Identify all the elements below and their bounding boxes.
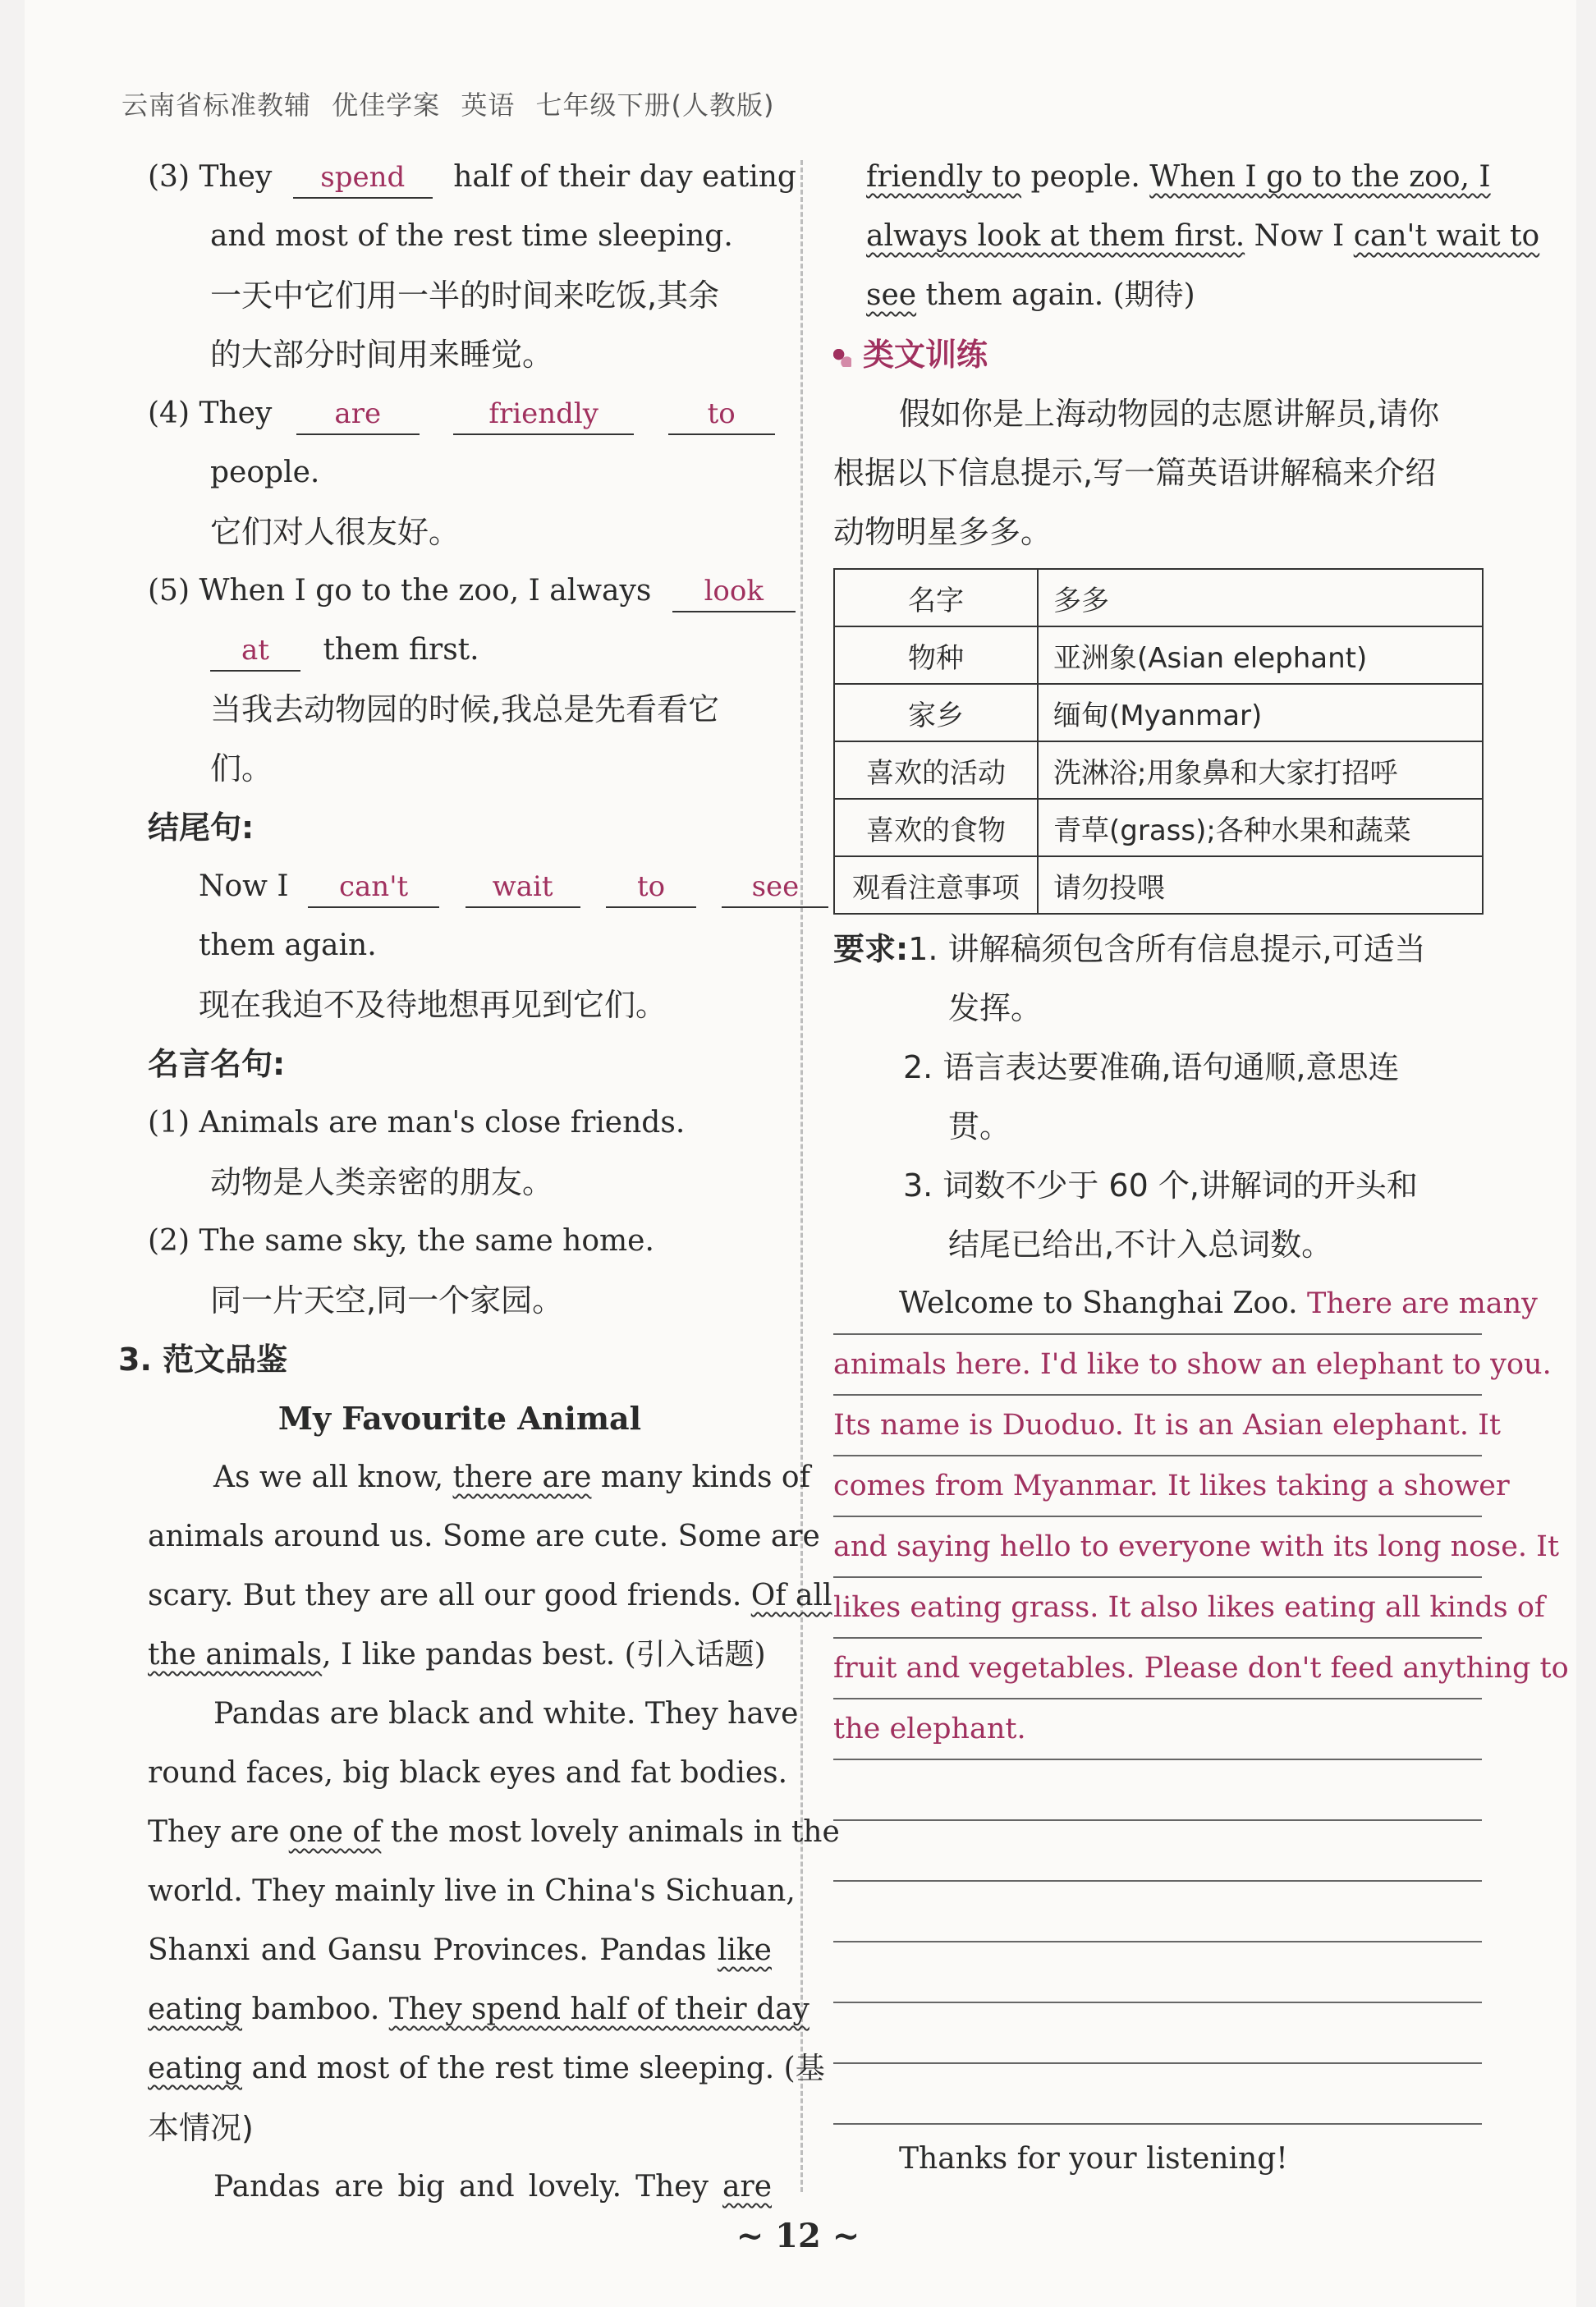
essay-line	[148, 1980, 809, 2039]
item-number: (4)	[148, 397, 190, 430]
essay-text: the most lovely animals in the	[390, 1815, 840, 1849]
essay-phrase: there are	[452, 1461, 592, 1494]
answer-blank: are	[296, 396, 420, 435]
writing-line: animals here. I'd like to show an elephant to you.	[833, 1335, 1482, 1396]
essay-phrase: the animals	[148, 1638, 323, 1672]
essay-line	[148, 1626, 772, 1685]
essay-text: bamboo.	[251, 1993, 380, 2026]
essay-text: They are	[148, 1815, 280, 1849]
writing-line: the elephant.	[833, 1699, 1482, 1760]
requirement-line: 贯。	[948, 1108, 1011, 1144]
essay-phrase: are	[722, 2170, 772, 2204]
item3-line1	[148, 148, 796, 207]
sample-answer-text: There are many	[1306, 1287, 1538, 1320]
essay-line	[148, 1566, 832, 1626]
running-header: 云南省标准教辅 优佳学案 英语 七年级下册(人教版)	[122, 89, 775, 121]
requirement-line: 2. 语言表达要准确,语句通顺,意思连	[903, 1049, 1400, 1085]
answer-blank: to	[668, 396, 775, 435]
item-number: (5)	[148, 574, 190, 608]
requirements-label: 要求:	[833, 931, 909, 967]
essay-text: Shanxi and Gansu Provinces. Pandas	[148, 1933, 707, 1967]
essay-phrase: eating	[148, 2052, 242, 2085]
essay-line	[148, 1448, 810, 1507]
essay-line	[148, 2039, 825, 2098]
page-number: ~ 12 ~	[736, 2217, 860, 2255]
essay-phrase: friendly to	[866, 160, 1022, 194]
writing-line[interactable]	[833, 2003, 1482, 2064]
essay-text: scary. But they are all our good friends.	[148, 1579, 742, 1612]
right-column	[833, 148, 1569, 2189]
model-essay-label: 3. 范文品鉴	[118, 1342, 288, 1378]
quote-en: (1) Animals are man's close friends.	[148, 1106, 686, 1140]
essay-line: 本情况)	[148, 2110, 254, 2146]
table-value: 请勿投喂	[1038, 856, 1483, 914]
table-row	[834, 626, 1483, 684]
essay-text: Pandas are big and lovely. They	[213, 2170, 709, 2204]
writing-line[interactable]	[833, 1942, 1482, 2003]
item-text: When I go to the zoo, I always	[199, 574, 652, 608]
essay-line	[148, 1921, 772, 1980]
given-ending: Thanks for your listening!	[899, 2142, 1288, 2176]
item5-translation: 们。	[210, 750, 273, 787]
answer-blank: see	[722, 869, 828, 908]
item-text: They	[199, 397, 273, 430]
essay-line: animals around us. Some are cute. Some are	[148, 1520, 820, 1553]
quote-zh: 同一片天空,同一个家园。	[210, 1282, 564, 1319]
table-key: 物种	[834, 626, 1038, 684]
quotes-label: 名言名句:	[148, 1046, 286, 1082]
writing-line: Its name is Duoduo. It is an Asian elephant. It	[833, 1396, 1482, 1456]
essay-line	[148, 1803, 840, 1862]
table-key: 名字	[834, 569, 1038, 626]
item3-line2: and most of the rest time sleeping.	[210, 219, 733, 253]
table-key: 家乡	[834, 684, 1038, 741]
writing-line: and saying hello to everyone with its long nose. It	[833, 1517, 1482, 1578]
essay-line	[148, 2158, 772, 2217]
writing-line[interactable]	[833, 1882, 1482, 1942]
item3-translation: 一天中它们用一半的时间来吃饭,其余	[210, 277, 720, 314]
ending-label: 结尾句:	[148, 810, 255, 846]
table-value: 多多	[1038, 569, 1483, 626]
ending-line1	[148, 857, 800, 916]
ending-translation: 现在我迫不及待地想再见到它们。	[199, 987, 667, 1023]
item-text: half of their day eating	[453, 160, 796, 194]
essay-cont-line	[833, 148, 1491, 207]
item4-line2: people.	[210, 456, 320, 489]
requirement-line: 发挥。	[948, 990, 1043, 1026]
table-row	[834, 856, 1483, 914]
item-text: They	[199, 160, 273, 194]
essay-title: My Favourite Animal	[277, 1400, 642, 1437]
essay-phrase: can't wait to	[1353, 219, 1540, 253]
essay-phrase: always look at them first.	[866, 219, 1245, 253]
essay-phrase: Of all	[750, 1579, 832, 1612]
prompt-line: 动物明星多多。	[833, 514, 1053, 550]
table-key: 喜欢的活动	[834, 741, 1038, 799]
writing-line	[833, 1274, 1538, 1335]
answer-blank: friendly	[453, 396, 634, 435]
essay-text: Now I	[1254, 219, 1345, 253]
quote-zh: 动物是人类亲密的朋友。	[210, 1164, 554, 1200]
writing-line[interactable]	[833, 2064, 1482, 2125]
answer-blank: spend	[293, 159, 433, 199]
section-title: 类文训练	[863, 337, 988, 373]
item4-line1	[148, 384, 772, 443]
table-key: 观看注意事项	[834, 856, 1038, 914]
item5-line2	[148, 621, 772, 680]
requirement-line	[833, 920, 1482, 979]
table-value: 洗淋浴;用象鼻和大家打招呼	[1038, 741, 1483, 799]
table-row	[834, 741, 1483, 799]
essay-phrase: eating	[148, 1993, 242, 2026]
answer-blank: look	[672, 573, 796, 612]
table-row	[834, 684, 1483, 741]
essay-text: people.	[1030, 160, 1140, 194]
table-key: 喜欢的食物	[834, 799, 1038, 856]
writing-line: likes eating grass. It also likes eating all kinds of	[833, 1578, 1482, 1639]
essay-phrase: When I go to the zoo, I	[1149, 160, 1491, 194]
essay-text: many kinds of	[600, 1461, 810, 1494]
table-row	[834, 569, 1483, 626]
item-text: them first.	[323, 633, 479, 667]
essay-phrase: see	[866, 278, 917, 312]
requirement-text: 1. 讲解稿须包含所有信息提示,可适当	[908, 931, 1426, 967]
writing-line[interactable]	[833, 1760, 1482, 1821]
item-text: Now I	[199, 869, 289, 903]
essay-text: them again. (期待)	[925, 278, 1195, 312]
essay-line: world. They mainly live in China's Sichuan,	[148, 1874, 796, 1908]
column-divider	[800, 160, 803, 2192]
writing-line: comes from Myanmar. It likes taking a shower	[833, 1456, 1482, 1517]
table-value: 缅甸(Myanmar)	[1038, 684, 1483, 741]
writing-line: fruit and vegetables. Please don't feed anything to	[833, 1639, 1482, 1699]
essay-line: Pandas are black and white. They have	[213, 1697, 799, 1731]
ending-line2: them again.	[199, 929, 377, 962]
answer-blank: at	[210, 632, 300, 672]
essay-phrase: one of	[288, 1815, 382, 1849]
answer-blank: can't	[308, 869, 439, 908]
answer-blank: to	[606, 869, 696, 908]
quote-en: (2) The same sky, the same home.	[148, 1224, 654, 1258]
table-value: 青草(grass);各种水果和蔬菜	[1038, 799, 1483, 856]
essay-phrase: like	[717, 1933, 772, 1967]
table-value: 亚洲象(Asian elephant)	[1038, 626, 1483, 684]
left-column	[118, 148, 840, 2217]
essay-text: , I like pandas best. (引入话题)	[322, 1638, 766, 1672]
item-number: (3)	[148, 160, 190, 194]
writing-line[interactable]	[833, 1821, 1482, 1882]
given-start: Welcome to Shanghai Zoo.	[899, 1287, 1298, 1320]
item3-translation: 的大部分时间用来睡觉。	[210, 337, 554, 373]
essay-phrase: They spend half of their day	[388, 1993, 809, 2026]
essay-text: As we all know,	[213, 1461, 444, 1494]
prompt-line: 假如你是上海动物园的志愿讲解员,请你	[899, 396, 1440, 432]
section-marker-icon	[833, 349, 851, 367]
essay-cont-line	[833, 266, 1482, 325]
essay-cont-line	[833, 207, 1540, 266]
section-heading	[833, 325, 1482, 384]
essay-text: and most of the rest time sleeping. (基	[251, 2052, 825, 2085]
essay-line: round faces, big black eyes and fat bodies.	[148, 1756, 788, 1790]
prompt-line: 根据以下信息提示,写一篇英语讲解稿来介绍	[833, 455, 1437, 491]
info-table	[833, 568, 1484, 915]
item4-translation: 它们对人很友好。	[210, 514, 461, 550]
requirement-line: 结尾已给出,不计入总词数。	[948, 1227, 1333, 1263]
requirement-line: 3. 词数不少于 60 个,讲解词的开头和	[903, 1167, 1418, 1204]
item5-line1	[148, 562, 772, 621]
item5-translation: 当我去动物园的时候,我总是先看看它	[210, 691, 720, 727]
table-row	[834, 799, 1483, 856]
answer-blank: wait	[466, 869, 580, 908]
